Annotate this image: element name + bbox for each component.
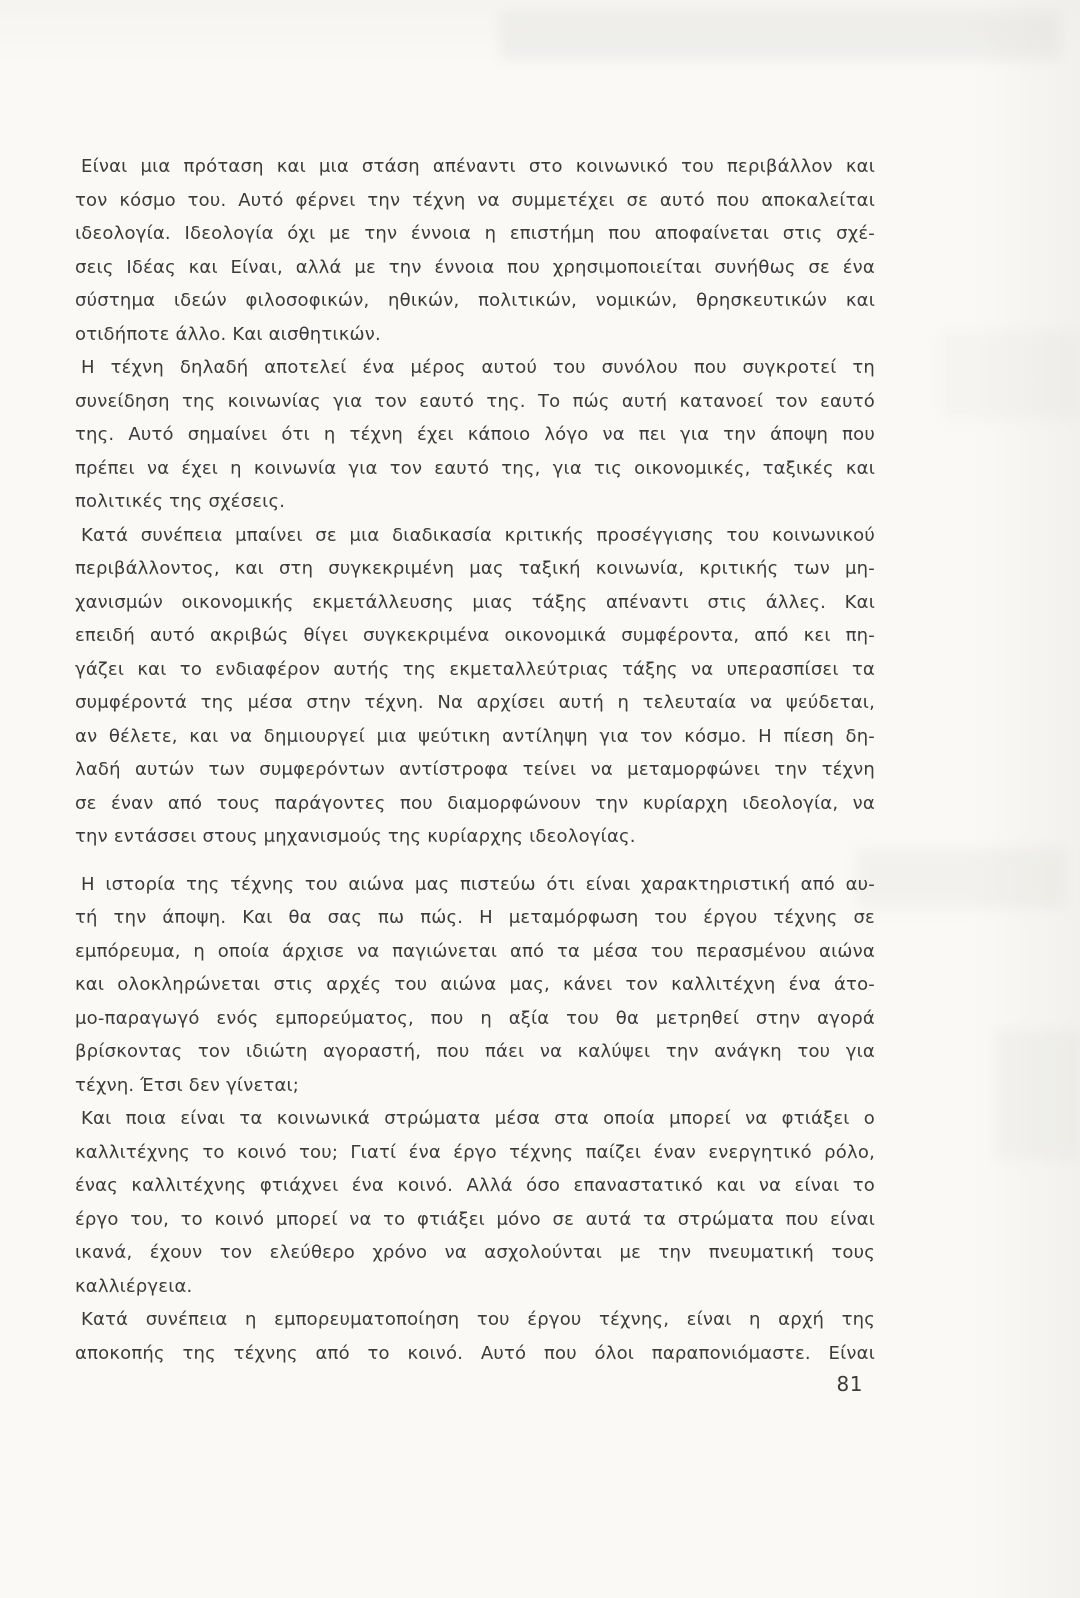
text-line: έργο του, το κοινό μπορεί να το φτιάξει μόνο σε αυτά τα στρώματα που είναι [75, 1208, 875, 1230]
text-line: μο-παραγωγό ενός εμπορεύματος, που η αξία του θα μετρηθεί στην αγορά [75, 1007, 875, 1029]
body-text [75, 150, 875, 1370]
text-line: συνείδηση της κοινωνίας για τον εαυτό της. Το πώς αυτή κατανοεί τον εαυτό [75, 390, 875, 412]
text-line: λαδή αυτών των συμφερόντων αντίστροφα τείνει να μεταμορφώνει την τέχνη [75, 759, 875, 780]
text-line: εμπόρευμα, η οποία άρχισε να παγιώνεται από τα μέσα του περασμένου αιώνα [75, 940, 875, 962]
text-line: επειδή αυτό ακριβώς θίγει συγκεκριμένα οικονομικά συμφέροντα, από κει πη- [75, 625, 875, 646]
paragraph [75, 1102, 875, 1303]
text-line: συμφέροντά της μέσα στην τέχνη. Να αρχίσει αυτή η τελευταία να ψεύδεται, [75, 692, 875, 713]
text-line: και ολοκληρώνεται στις αρχές του αιώνα μας, κάνει τον καλλιτέχνη ένα άτο- [75, 974, 875, 995]
paragraph [75, 351, 875, 519]
text-line: Η τέχνη δηλαδή αποτελεί ένα μέρος αυτού του συνόλου που συγκροτεί τη [81, 357, 875, 378]
text-line: οτιδήποτε άλλο. Και αισθητικών. [75, 323, 381, 345]
text-line: καλλιέργεια. [75, 1275, 193, 1297]
paragraph [75, 1303, 875, 1370]
text-line: βρίσκοντας τον ιδιώτη αγοραστή, που πάει να καλύψει την ανάγκη του για [75, 1041, 875, 1062]
text-line: πολιτικές της σχέσεις. [75, 491, 286, 512]
paragraph [75, 519, 875, 854]
text-line: ένας καλλιτέχνης φτιάχνει ένα κοινό. Αλλά όσο επαναστατικό και να είναι το [75, 1175, 875, 1196]
scan-shading-artifact [856, 848, 1066, 908]
text-line: περιβάλλοντος, και στη συγκεκριμένη μας ταξική κοινωνία, κριτικής των μη- [75, 558, 875, 579]
text-line: τον κόσμο του. Αυτό φέρνει την τέχνη να συμμετέχει σε αυτό που αποκαλείται [75, 189, 875, 211]
text-line: Η ιστορία της τέχνης του αιώνα μας πιστεύω ότι είναι χαρακτηριστική από αυ- [81, 873, 875, 895]
text-line: πρέπει να έχει η κοινωνία για τον εαυτό της, για τις οικονομικές, ταξικές και [75, 457, 875, 479]
scan-shading-artifact [995, 1030, 1080, 1160]
text-line: την εντάσσει στους μηχανισμούς της κυρίαρχης ιδεολογίας. [75, 826, 636, 847]
text-line: ικανά, έχουν τον ελεύθερο χρόνο να ασχολούνται με την πνευματική τους [75, 1242, 875, 1263]
text-line: καλλιτέχνης το κοινό του; Γιατί ένα έργο τέχνης παίζει έναν ενεργητικό ρόλο, [75, 1141, 875, 1163]
paragraph [75, 150, 875, 351]
text-line: αποκοπής της τέχνης από το κοινό. Αυτό που όλοι παραπονιόμαστε. Είναι [75, 1342, 875, 1364]
text-line: Κατά συνέπεια μπαίνει σε μια διαδικασία κριτικής προσέγγισης του κοινωνικού [81, 524, 875, 546]
text-line: αν θέλετε, και να δημιουργεί μια ψεύτικη αντίληψη για τον κόσμο. Η πίεση δη- [75, 725, 875, 747]
text-line: τέχνη. Έτσι δεν γίνεται; [75, 1074, 300, 1096]
text-line: της. Αυτό σημαίνει ότι η τέχνη έχει κάποιο λόγο να πει για την άποψη που [75, 424, 875, 445]
text-line: ιδεολογία. Ιδεολογία όχι με την έννοια η επιστήμη που αποφαίνεται στις σχέ- [75, 223, 875, 244]
text-line: χανισμών οικονομικής εκμετάλλευσης μιας τάξης απέναντι στις άλλες. Και [75, 591, 875, 613]
text-line: Κατά συνέπεια η εμπορευματοποίηση του έργου τέχνης, είναι η αρχή της [81, 1309, 875, 1330]
text-line: σεις Ιδέας και Είναι, αλλά με την έννοια που χρησιμοποιείται συνήθως σε ένα [75, 256, 875, 278]
text-line: τή την άποψη. Και θα σας πω πώς. Η μεταμόρφωση του έργου τέχνης σε [75, 907, 875, 928]
page-number: 81 [836, 1372, 863, 1396]
text-line: Και ποια είναι τα κοινωνικά στρώματα μέσα στα οποία μπορεί να φτιάξει ο [81, 1108, 875, 1129]
text-line: σύστημα ιδεών φιλοσοφικών, ηθικών, πολιτικών, νομικών, θρησκευτικών και [75, 290, 875, 311]
scan-shading-artifact [500, 12, 1060, 60]
paragraph [75, 868, 875, 1103]
scan-shading-artifact [940, 330, 1080, 420]
text-line: Είναι μια πρόταση και μια στάση απέναντι στο κοινωνικό του περιβάλλον και [81, 156, 875, 177]
text-line: γάζει και το ενδιαφέρον αυτής της εκμεταλλεύτριας τάξης να υπερασπίσει τα [75, 658, 875, 680]
text-line: σε έναν από τους παράγοντες που διαμορφώνουν την κυρίαρχη ιδεολογία, να [75, 792, 875, 814]
